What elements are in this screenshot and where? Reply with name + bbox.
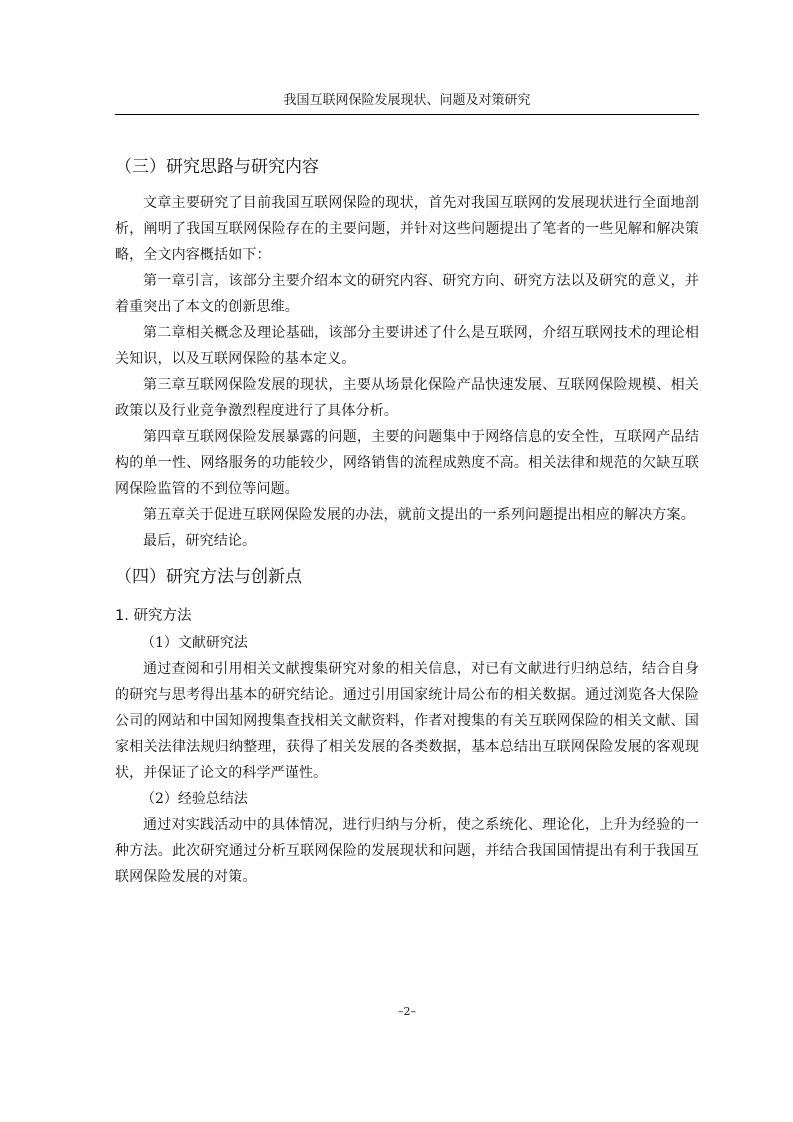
header-rule [115, 114, 699, 115]
page-content [115, 152, 699, 890]
paragraph: 通过对实践活动中的具体情况，进行归纳与分析，使之系统化、理论化，上升为经验的一种方法。此次研究通过分析互联网保险的发展现状和问题，并结合我国国情提出有利于我国互联网保险发展的对策。 [115, 817, 699, 885]
subsection-heading-research-methods: 1. 研究方法 [115, 608, 192, 624]
section-heading-research-approach: （三）研究思路与研究内容 [115, 157, 319, 177]
paragraph: 最后，研究结论。 [143, 533, 257, 549]
paragraph: 第一章引言，该部分主要介绍本文的研究内容、研究方向、研究方法以及研究的意义，并着重突出了本文的创新思维。 [115, 273, 699, 315]
running-header: 我国互联网保险发展现状、问题及对策研究 [283, 93, 531, 108]
paragraph: 第三章互联网保险发展的现状，主要从场景化保险产品快速发展、互联网保险规模、相关政策以及行业竞争激烈程度进行了具体分析。 [115, 377, 699, 419]
section-heading-methods-innovation: （四）研究方法与创新点 [115, 567, 302, 587]
paragraph: 通过查阅和引用相关文献搜集研究对象的相关信息，对已有文献进行归纳总结，结合自身的研究与思考得出基本的研究结论。通过引用国家统计局公布的相关数据。通过浏览各大保险公司的网站和中国知网搜集查找相关文献资料，作者对搜集的有关互联网保险的相关文献、国家相关法律法规归纳整理，获得了相关发展的各类数据，基本总结出互联网保险发展的客观现状，并保证了论文的科学严谨性。 [115, 661, 699, 781]
paragraph: 第四章互联网保险发展暴露的问题，主要的问题集中于网络信息的安全性，互联网产品结构的单一性、网络服务的功能较少，网络销售的流程成熟度不高。相关法律和规范的欠缺互联网保险监管的不到位等问题。 [115, 429, 699, 497]
paragraph: 第二章相关概念及理论基础，该部分主要讲述了什么是互联网，介绍互联网技术的理论相关知识，以及互联网保险的基本定义。 [115, 325, 699, 367]
paragraph: 文章主要研究了目前我国互联网保险的现状，首先对我国互联网的发展现状进行全面地剖析，阐明了我国互联网保险存在的主要问题，并针对这些问题提出了笔者的一些见解和解决策略，全文内容概括如下： [115, 195, 699, 263]
method-label-literature: （1）文献研究法 [141, 635, 248, 651]
method-label-experience: （2）经验总结法 [141, 791, 248, 807]
paragraph: 第五章关于促进互联网保险发展的办法，就前文提出的一系列问题提出相应的解决方案。 [143, 507, 695, 523]
page-number: –2– [398, 1005, 416, 1018]
